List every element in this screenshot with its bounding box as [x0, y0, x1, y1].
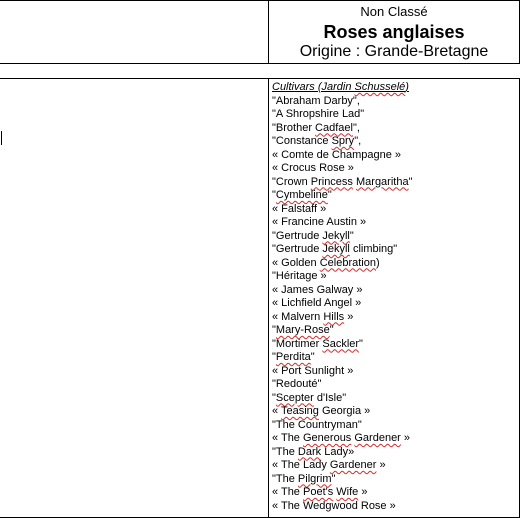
cultivar-item: « Francine Austin » — [272, 216, 367, 228]
spellcheck-flag: Hills — [323, 310, 345, 323]
cultivar-item: « Teasing Georgia » — [272, 405, 371, 417]
cultivar-item: « Golden Celebration) — [272, 256, 380, 269]
spellcheck-flag: Sackler — [322, 337, 360, 350]
cultivar-item: « Crocus Rose » — [272, 162, 354, 174]
header-left-cell — [0, 1, 269, 63]
cultivar-item: "Abraham Darby", — [272, 94, 360, 107]
cultivar-item: "The Countryman" — [272, 418, 362, 431]
header-right-cell — [269, 1, 519, 63]
cultivars-column-header: Cultivars (Jardin Schusselé) — [272, 81, 409, 93]
cultivar-item: « Port Sunlight » — [272, 364, 354, 377]
spellcheck-flag: Cadfael — [315, 121, 353, 134]
cultivar-table — [0, 78, 520, 518]
spellcheck-flag: Gardener — [354, 432, 401, 444]
spellcheck-flag: Poet's — [303, 486, 334, 498]
spellcheck-flag: Scepter — [275, 391, 314, 404]
cultivar-item: "The Pilgrim" — [272, 472, 336, 485]
cultivar-item: "Gertrude Jekyll climbing" — [272, 243, 398, 255]
header-box — [0, 0, 520, 64]
cultivar-item: « Malvern Hills » — [272, 310, 354, 323]
spellcheck-flag: Jekyll — [322, 243, 350, 255]
spellcheck-flag: Mary-Rose — [275, 324, 330, 336]
cultivar-item: « The Lady Gardener » — [272, 459, 386, 471]
spellcheck-flag: Generous — [303, 432, 352, 444]
cultivar-item: « Lichfield Angel » — [272, 297, 362, 309]
cultivar-item: « The Wedgwood Rose » — [272, 499, 396, 512]
spellcheck-flag: Perdita — [275, 351, 311, 363]
cultivar-item: "Brother Cadfael", — [272, 121, 360, 134]
spellcheck-flag: Pilgrim — [297, 472, 332, 485]
cultivar-item: « The Generous Gardener » — [272, 432, 411, 444]
spellcheck-flag: Margaritha — [356, 175, 409, 188]
cultivar-item: "Héritage » — [272, 270, 327, 282]
spellcheck-flag: Gardener — [329, 459, 377, 471]
cultivar-item: "Crown Princess Margaritha" — [272, 175, 413, 188]
cultivar-item: « James Galway » — [272, 283, 363, 296]
cultivar-item: "Mortimer Sackler" — [272, 337, 363, 350]
spellcheck-flag: Princess — [310, 175, 353, 188]
text-cursor — [1, 131, 2, 145]
cultivar-item: « The Poet's Wife » — [272, 486, 368, 498]
table-left-cell[interactable] — [0, 79, 269, 517]
category-label: Non Classé — [360, 4, 428, 19]
cultivar-item: "Constance Spry", — [272, 135, 362, 147]
cultivar-item: "Cymbeline" — [272, 189, 332, 201]
spellcheck-flag: Spry — [331, 135, 355, 147]
spellcheck-flag: Schusselé — [354, 81, 406, 93]
cultivar-item: "Scepter d'Isle" — [272, 391, 347, 404]
spellcheck-flag: Celebration — [319, 256, 376, 269]
spellcheck-flag: Wife — [336, 486, 359, 498]
table-right-cell[interactable] — [272, 81, 518, 513]
spellcheck-flag: Jekyll — [322, 229, 350, 242]
spellcheck-flag: Dark — [297, 445, 322, 458]
spellcheck-flag: Cymbeline — [275, 189, 328, 201]
cultivar-list — [272, 95, 518, 514]
cultivar-item: "A Shropshire Lad" — [272, 108, 365, 120]
cultivar-item: "Perdita" — [272, 351, 315, 363]
page-title: Roses anglaises — [323, 22, 465, 42]
cultivar-item: "The Dark Lady» — [272, 445, 355, 458]
cultivar-item: « Falstaff » — [272, 202, 327, 215]
cultivar-item: "Mary-Rose" — [272, 324, 334, 336]
origin-label: Origine : Grande-Bretagne — [299, 43, 489, 60]
spellcheck-flag: Teasing — [280, 405, 319, 417]
cultivar-item: "Gertrude Jekyll" — [272, 229, 354, 242]
cultivar-item: "Redouté" — [272, 378, 322, 390]
cultivar-item: « Comte de Champagne » — [272, 148, 402, 161]
